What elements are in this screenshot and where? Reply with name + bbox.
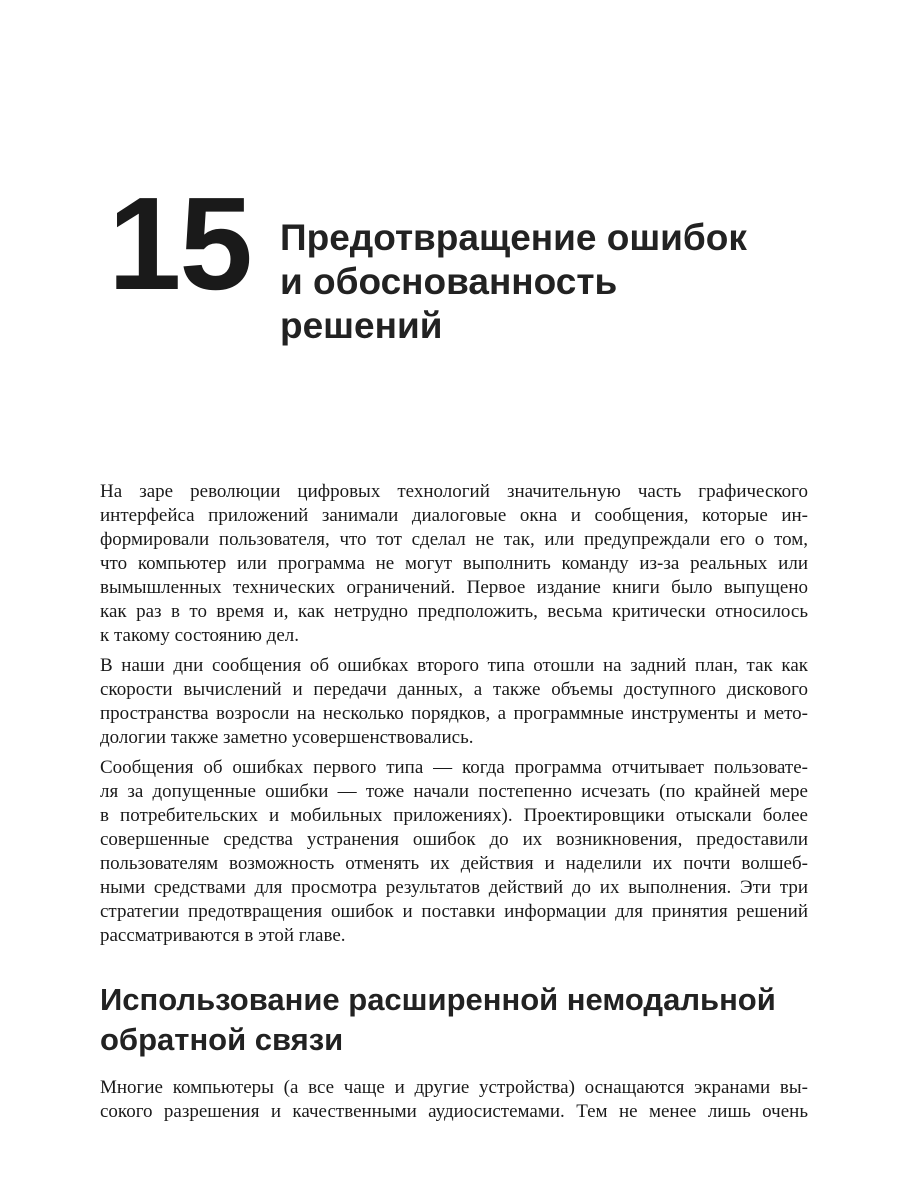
text-line: в потребительских и мобильных приложениях). Проектировщики отыскали более (100, 805, 808, 826)
text-line: совершенные средства устранения ошибок до их возникновения, предоставили (100, 829, 808, 850)
text-line: В наши дни сообщения об ошибках второго типа отошли на задний план, так как (100, 655, 808, 676)
text-line: На заре революции цифровых технологий значительную часть графического (100, 481, 808, 502)
text-line: как раз в то время и, как нетрудно предположить, весьма критически относилось (100, 601, 808, 622)
paragraph-section-intro (100, 1076, 808, 1124)
text-line: к такому состоянию дел. (100, 625, 300, 646)
chapter-title-line: Предотвращение ошибок (280, 217, 747, 258)
text-line: дологии также заметно усовершенствовались. (100, 727, 474, 748)
text-line: стратегии предотвращения ошибок и поставки информации для принятия решений (100, 901, 808, 922)
text-line: формировали пользователя, что тот сделал не так, или предупреждали его о том, (100, 529, 808, 550)
text-line: ными средствами для просмотра результатов действий до их выполнения. Эти три (100, 877, 808, 898)
section-heading (100, 980, 820, 1060)
text-line: пространства возросли на несколько порядков, а программные инструменты и мето- (100, 703, 808, 724)
section-heading-line: обратной связи (100, 1022, 344, 1057)
text-line: интерфейса приложений занимали диалоговые окна и сообщения, которые ин- (100, 505, 808, 526)
chapter-title-line: решений (280, 305, 443, 346)
text-line: Сообщения об ошибках первого типа — когда программа отчитывает пользовате- (100, 757, 808, 778)
text-line: сокого разрешения и качественными аудиосистемами. Тем не менее лишь очень (100, 1101, 808, 1122)
text-line: пользователям возможность отменять их действия и наделили их почти волшеб- (100, 853, 808, 874)
paragraph-intro (100, 480, 808, 648)
chapter-title-line: и обоснованность (280, 261, 618, 302)
chapter-number: 15 (108, 170, 251, 317)
text-line: скорости вычислений и передачи данных, а также объемы доступного дискового (100, 679, 808, 700)
text-line: ля за допущенные ошибки — тоже начали постепенно исчезать (по крайней мере (100, 781, 808, 802)
paragraph-second-type (100, 654, 808, 750)
text-line: вымышленных технических ограничений. Первое издание книги было выпущено (100, 577, 808, 598)
text-line: Многие компьютеры (а все чаще и другие устройства) оснащаются экранами вы- (100, 1077, 808, 1098)
text-line: что компьютер или программа не могут выполнить команду из-за реальных или (100, 553, 808, 574)
text-line: рассматриваются в этой главе. (100, 925, 346, 946)
chapter-title (280, 216, 840, 348)
section-heading-line: Использование расширенной немодальной (100, 982, 776, 1017)
paragraph-first-type (100, 756, 808, 948)
